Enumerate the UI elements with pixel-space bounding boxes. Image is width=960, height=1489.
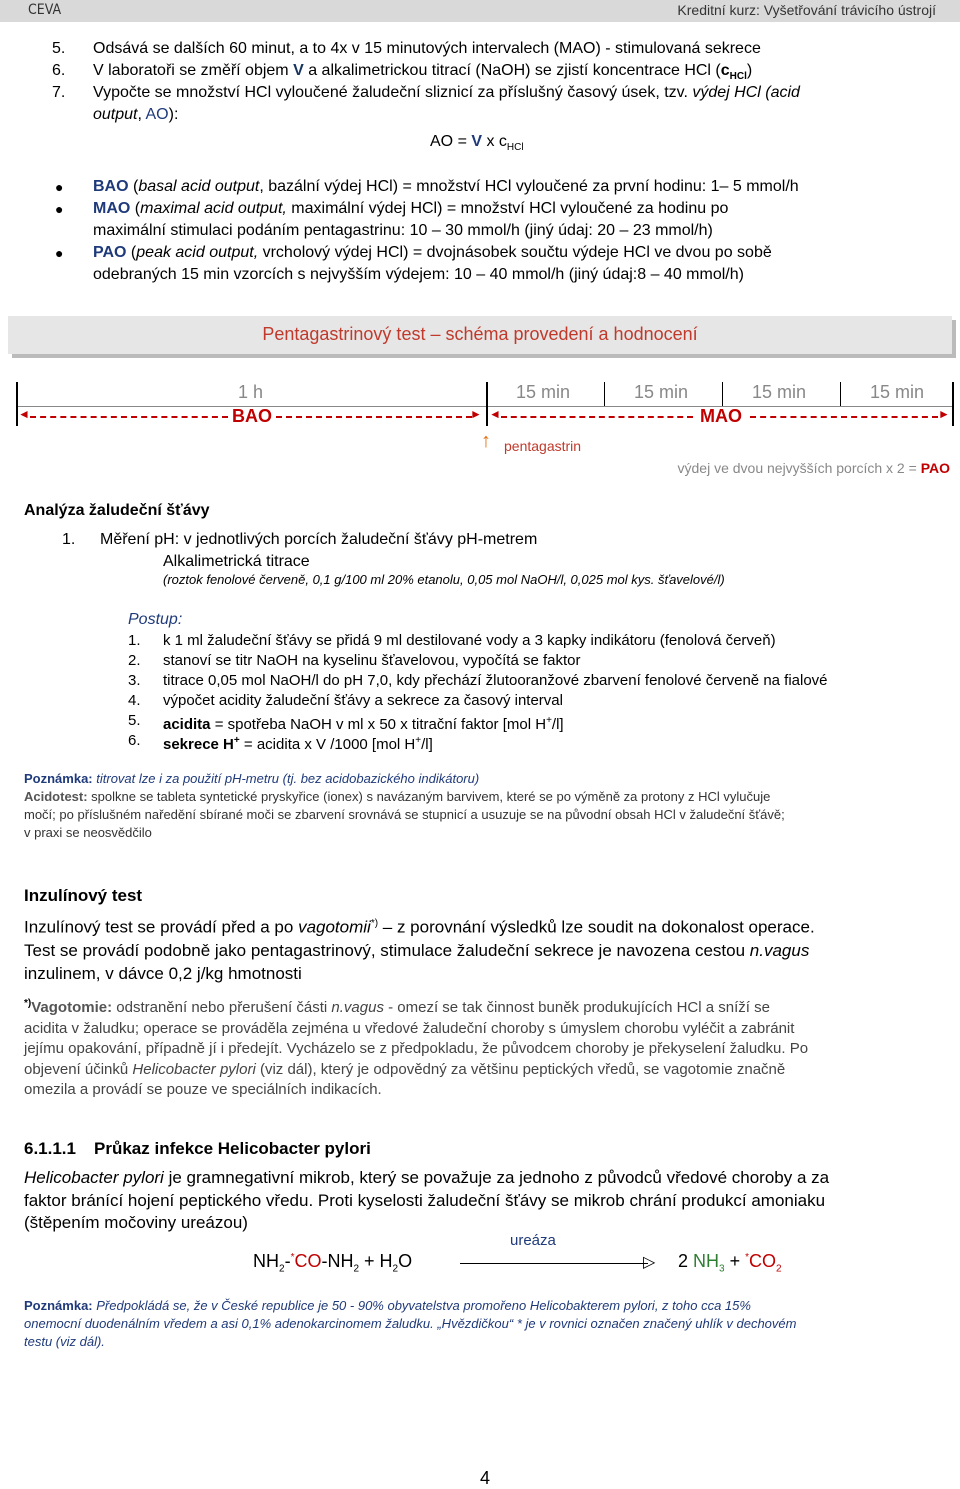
- postup-step: 5. acidita = spotřeba NaOH v ml x 50 x titrační faktor [mol H+/l]: [128, 712, 564, 733]
- slot-label: 15 min: [752, 382, 807, 402]
- pentagastrin-label: pentagastrin: [504, 438, 582, 454]
- postup-step: 1. k 1 ml žaludeční šťávy se přidá 9 ml destilované vody a 3 kapky indikátoru (fenolová červeň): [128, 632, 776, 649]
- postup-label: Postup:: [128, 611, 183, 628]
- insulin-title: Inzulínový test: [24, 886, 143, 905]
- bullet-dot-icon: ●: [55, 201, 64, 217]
- ao-formula: AO = V x $c_{HCl}$: [430, 133, 524, 154]
- bullet-list: ● BAO (basal acid output, bazální výdej HCl) = množství HCl vyloučené za první hodinu: 1– 5 mmol/h ● MAO (maximal acid output, maximální výdej HCl) = množství HCl vyloučené za hodinu po maximální stimulaci podáním pentagastrinu: 10 – 30 mmol/h (jiný údaj: 20 – 23 mmol/h) ● PAO (peak acid output, vrcholový výdej HCl) = dvojnásobek součtu výdeje HCl ve dvou po sobě odebraných 15 min vzorcích s nejvyšším výdejem: 10 – 40 mmol/h (jiný údaj:8 – 40 mmol/h): [0, 176, 960, 286]
- enzyme-label: ureáza: [510, 1232, 556, 1249]
- postup-step: 4. výpočet acidity žaludeční šťávy a sekrece za časový interval: [128, 692, 563, 709]
- hp-text: Helicobacter pylori je gramnegativní mikrob, který se považuje za jednoho z původců vředové choroby a za faktor bránící hojení peptického vředu. Proti kyselosti žaludeční šťávy se mikrob chrání produkcí amoniaku (štěpením močoviny ureázou): [24, 1168, 830, 1232]
- header-right: Kreditní kurz: Vyšetřování trávicího ústrojí: [677, 2, 936, 18]
- arrow-right-icon: ►: [470, 407, 482, 421]
- tick-45: [840, 382, 841, 406]
- postup-step: 3. titrace 0,05 mol NaOH/l do pH 7,0, kdy přechází žlutooranžové zbarvení fenolové červeně na fialové: [128, 672, 828, 689]
- banner-title: Pentagastrinový test – schéma provedení a hodnocení: [262, 324, 698, 344]
- tick-pentagastrin: [486, 382, 488, 426]
- bullet-dot-icon: ●: [55, 245, 64, 261]
- pentagastrin-banner: [8, 316, 952, 354]
- step-7: 7. Vypočte se množství HCl vyloučené žaludeční sliznicí za příslušný časový úsek, tzv. výdej HCl (acid: [52, 84, 800, 101]
- bullet-bao: ● BAO (basal acid output, bazální výdej HCl) = množství HCl vyloučené za první hodinu: 1– 5 mmol/h: [0, 176, 960, 198]
- step-6: 6. V laboratoři se změří objem V a alkalimetrickou titrací (NaOH) se zjistí koncentrace HCl $(c_{HCl})$: [52, 62, 753, 83]
- analysis-item-1: 1. Měření pH: v jednotlivých porcích žaludeční šťávy pH-metrem: [62, 531, 538, 548]
- bullet-pao: ● PAO (peak acid output, vrcholový výdej HCl) = dvojnásobek součtu výdeje HCl ve dvou po sobě: [0, 242, 960, 264]
- tick-15: [604, 382, 605, 406]
- arrow-left-icon: ◄: [18, 407, 30, 421]
- reaction-left: $NH_2-^*CO-NH_2 + H_2O$: [253, 1251, 413, 1275]
- arrow-right-icon: ▷: [643, 1254, 656, 1271]
- bao-dash-right: [276, 416, 472, 418]
- header-left: CEVA: [28, 2, 62, 18]
- bullet-mao: ● MAO (maximal acid output, maximální výdej HCl) = množství HCl vyloučené za hodinu po: [0, 198, 960, 220]
- steps-top: [0, 38, 960, 126]
- mao-dash-right: [750, 416, 938, 418]
- mao-label: MAO: [700, 406, 742, 426]
- postup-steps: [0, 631, 960, 751]
- postup-step: 6. sekrece H+ = acidita x V /1000 [mol H+/l]: [128, 732, 433, 753]
- arrow-right-icon: ►: [938, 407, 950, 421]
- tick-end: [952, 382, 954, 426]
- mao-dash-left: [501, 416, 693, 418]
- note-hp: Poznámka: Předpokládá se, že v České republice je 50 - 90% obyvatelstva promořeno Helicobakterem pylori, z toho cca 15% onemocní duodenálním vředem a asi 0,1% adenokarcinomem žaludku. „Hvězdičkou“ * je v rovnici označen značený uhlík v dechovém testu (viz dál).: [24, 1298, 797, 1349]
- arrow-left-icon: ◄: [489, 407, 501, 421]
- reaction-arrow-line: [460, 1263, 648, 1264]
- titrace-heading: Alkalimetrická titrace: [163, 553, 310, 570]
- reaction-right: 2 $NH_3 + ^*CO_2$: [678, 1251, 782, 1275]
- insulin-text: Inzulínový test se provádí před a po vagotomii*) – z porovnání výsledků lze soudit na dokonalost operace. Test se provádí podobně jako pentagastrinový, stimulace žaludeční sekrece je navozena cestou n.vagus inzulinem, v dávce 0,2 j/kg hmotnosti: [24, 917, 815, 983]
- pao-note: výdej ve dvou nejvyšších porcích x 2 = PAO: [677, 460, 950, 476]
- postup-step: 2. stanoví se titr NaOH na kyselinu šťavelovou, vypočítá se faktor: [128, 652, 581, 669]
- bao-dash-left: [30, 416, 228, 418]
- page-number: 4: [480, 1468, 491, 1488]
- timeline-axis: [16, 406, 952, 407]
- analysis-title: Analýza žaludeční šťávy: [24, 502, 210, 519]
- solution-note: (roztok fenolové červeně, 0,1 g/100 ml 20% etanolu, 0,05 mol NaOH/l, 0,025 mol kys. šťavelové/l): [163, 572, 725, 587]
- hour-label: 1 h: [238, 382, 264, 402]
- slot-label: 15 min: [870, 382, 925, 402]
- slot-label: 15 min: [634, 382, 689, 402]
- arrow-up-icon: ↑: [481, 430, 491, 452]
- tick-30: [722, 382, 723, 406]
- timeline-diagram: [0, 374, 960, 484]
- bao-label: BAO: [232, 406, 272, 426]
- vagotomy-note: *)Vagotomie: odstranění nebo přerušení části n.vagus - omezí se tak činnost buněk produkujících HCl a sníží se acidita v žaludku; operace se prováděla zejména u vředové žaludeční choroby s úmyslem chorobu vyléčit a zabránit jejímu opakování, případně jí i předejít. Vycházelo se z předpokladu, že původcem choroby je překyselení žaludku. Po objevení účinků Helicobacter pylori (viz dál), který je odpovědný za většinu peptických vředů, se vagotomie značně omezila a provádí se pouze ve speciálních indikacích.: [24, 998, 809, 1098]
- bullet-dot-icon: ●: [55, 179, 64, 195]
- hp-heading: 6.1.1.1 Průkaz infekce Helicobacter pylori: [24, 1139, 371, 1158]
- step-5: 5. Odsává se dalších 60 minut, a to 4x v 15 minutových intervalech (MAO) - stimulovaná sekrece: [52, 40, 761, 57]
- slot-label: 15 min: [516, 382, 571, 402]
- page-header: [0, 0, 960, 22]
- step-7-cont: output, AO):: [93, 106, 179, 123]
- note-ph: Poznámka: titrovat lze i za použití pH-metru (tj. bez acidobazického indikátoru): [24, 771, 480, 786]
- acidotest: Acidotest: spolkne se tableta syntetické pryskyřice (ionex) s navázaným barvivem, které se po výměně za protony z HCl vylučuje močí; po příslušném naředění sbírané moči se zbarvení srovnává se stupnicí a usuzuje se na původní obsah HCl v žaludeční šťávě; v praxi se neosvědčilo: [24, 789, 785, 840]
